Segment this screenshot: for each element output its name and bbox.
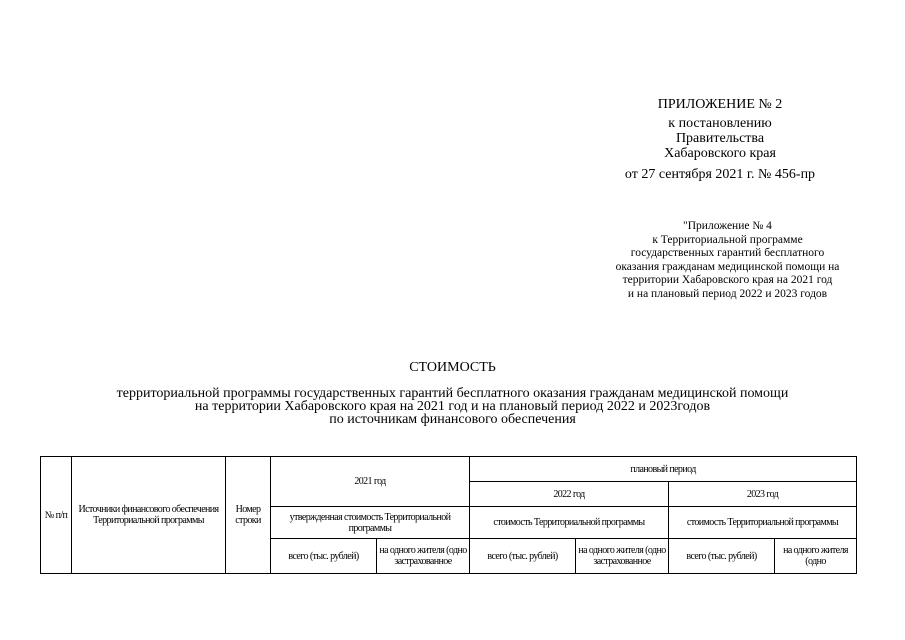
header-year-2022: 2022 год: [470, 482, 669, 507]
header-total-2022: всего (тыс. рублей): [470, 539, 576, 574]
document-title: СТОИМОСТЬ: [409, 360, 496, 375]
appendix-line: к постановлению: [668, 116, 772, 131]
header-per-person-2022: на одного жителя (одно застрахованное: [576, 539, 669, 574]
header-program-cost-2022: стоимость Территориальной программы: [470, 507, 669, 539]
header-source: Источники финансового обеспечения Территориальной программы: [72, 457, 226, 574]
appendix-line: Правительства: [675, 131, 765, 146]
prior-appendix-line: и на плановый период 2022 и 2023 годов: [627, 287, 828, 300]
header-per-person-2021: на одного жителя (одно застрахованное: [377, 539, 470, 574]
appendix-block: [600, 97, 840, 182]
header-year-2021: 2021 год: [271, 457, 470, 507]
prior-appendix-line: государственных гарантий бесплатного: [630, 247, 825, 260]
document-heading: [100, 360, 805, 426]
document-subtitle-line: на территории Хабаровского края на 2021 год и на плановый период 2022 и 2023годов: [194, 399, 711, 414]
prior-appendix-line: оказания гражданам медицинской помощи на: [615, 260, 840, 273]
header-number: № п/п: [41, 457, 72, 574]
appendix-date: от 27 сентября 2021 г. № 456-пр: [624, 167, 816, 182]
cost-table: [40, 456, 857, 574]
prior-appendix-line: территории Хабаровского края на 2021 год: [622, 274, 833, 287]
prior-appendix-block: [595, 220, 860, 302]
header-per-person-2023: на одного жителя (одно: [775, 539, 857, 574]
appendix-line: Хабаровского края: [664, 146, 776, 161]
prior-appendix-line: к Территориальной программе: [652, 233, 803, 246]
header-program-cost-2023: стоимость Территориальной программы: [669, 507, 857, 539]
header-approved-cost: утвержденная стоимость Территориальной программы: [271, 507, 470, 539]
document-subtitle-line: по источникам финансового обеспечения: [329, 412, 576, 427]
header-total-2021: всего (тыс. рублей): [271, 539, 377, 574]
document-subtitle-line: территориальной программы государственных гарантий бесплатного оказания гражданам медицинской помощи: [116, 386, 789, 401]
appendix-title: ПРИЛОЖЕНИЕ № 2: [657, 97, 783, 112]
header-row-number: Номер строки: [226, 457, 271, 574]
prior-appendix-line: "Приложение № 4: [683, 220, 772, 232]
header-year-2023: 2023 год: [669, 482, 857, 507]
header-planned-period: плановый период: [470, 457, 857, 482]
header-total-2023: всего (тыс. рублей): [669, 539, 775, 574]
